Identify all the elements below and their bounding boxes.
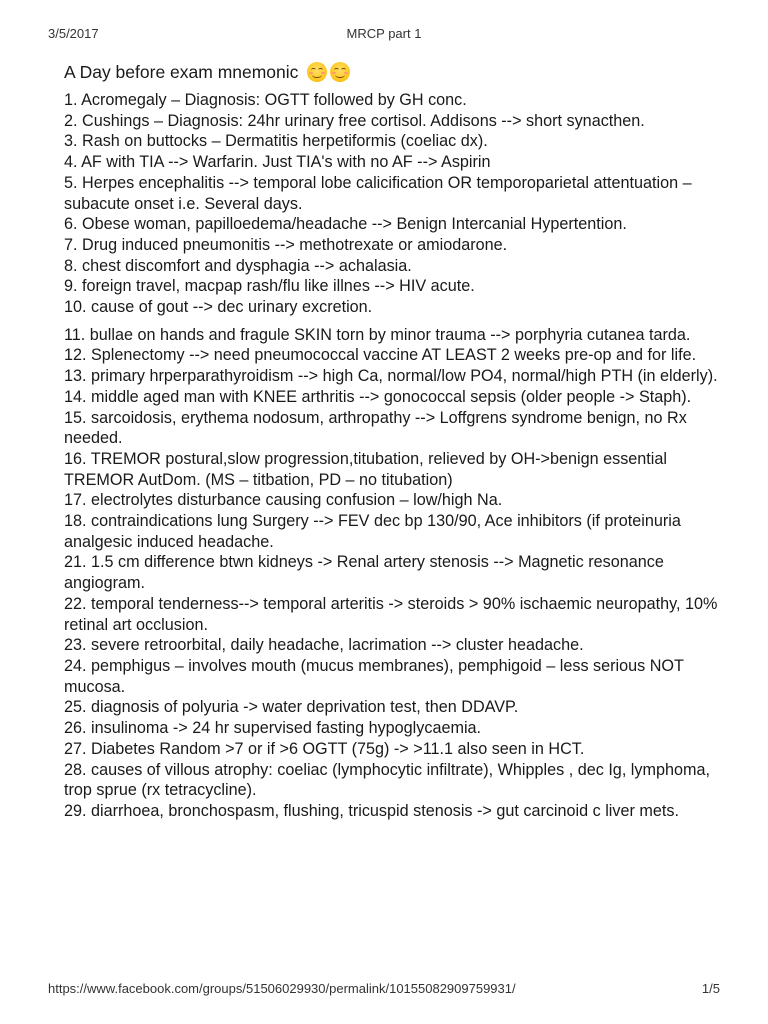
list-item: 7. Drug induced pneumonitis --> methotrexate or amiodarone. bbox=[64, 235, 508, 254]
list-item: 24. pemphigus – involves mouth (mucus membranes), pemphigoid – less serious NOT mucosa. bbox=[64, 656, 684, 696]
mnemonic-list bbox=[64, 90, 724, 822]
list-item: 21. 1.5 cm difference btwn kidneys -> Renal artery stenosis --> Magnetic resonance angiogram. bbox=[64, 553, 664, 593]
list-item: 4. AF with TIA --> Warfarin. Just TIA's with no AF --> Aspirin bbox=[64, 153, 491, 172]
list-item: 11. bullae on hands and fragule SKIN torn by minor trauma --> porphyria cutanea tarda. bbox=[64, 325, 691, 344]
list-item: 3. Rash on buttocks – Dermatitis herpetiformis (coeliac dx). bbox=[64, 132, 488, 151]
list-item: 18. contraindications lung Surgery --> FEV dec bp 130/90, Ace inhibitors (if proteinuria analgesic induced headache. bbox=[64, 512, 681, 551]
document-body bbox=[64, 60, 724, 822]
list-item: 16. TREMOR postural,slow progression,titubation, relieved by OH->benign essential TREMOR AutDom. (MS – titbation, PD – no titubation) bbox=[64, 449, 667, 489]
source-url-link[interactable]: https://www.facebook.com/groups/51506029930/permalink/10155082909759931/ bbox=[48, 981, 516, 996]
list-item: 2. Cushings – Diagnosis: 24hr urinary free cortisol. Addisons --> short synacthen. bbox=[64, 111, 645, 130]
list-item: 15. sarcoidosis, erythema nodosum, arthropathy --> Loffgrens syndrome benign, no Rx needed. bbox=[64, 408, 687, 448]
list-item: 17. electrolytes disturbance causing confusion – low/high Na. bbox=[64, 491, 503, 510]
list-item: 5. Herpes encephalitis --> temporal lobe calicification OR temporoparietal attentuation – subacute onset i.e. Several days. bbox=[64, 173, 692, 213]
page-header bbox=[0, 26, 768, 42]
list-item: 28. causes of villous atrophy: coeliac (lymphocytic infiltrate), Whipples , dec Ig, lymphoma, trop sprue (rx tetracycline). bbox=[64, 760, 710, 800]
list-item: 27. Diabetes Random >7 or if >6 OGTT (75g) -> >11.1 also seen in HCT. bbox=[64, 739, 585, 758]
list-item: 26. insulinoma -> 24 hr supervised fasting hypoglycaemia. bbox=[64, 719, 482, 738]
smiling-face-icon bbox=[307, 62, 327, 82]
page-title: MRCP part 1 bbox=[346, 26, 422, 41]
smiling-face-icon bbox=[330, 62, 350, 82]
list-item: 29. diarrhoea, bronchospasm, flushing, tricuspid stenosis -> gut carcinoid c liver mets. bbox=[64, 801, 679, 820]
heading-text: A Day before exam mnemonic bbox=[64, 62, 299, 82]
list-item: 22. temporal tenderness--> temporal arteritis -> steroids > 90% ischaemic neuropathy, 10% retinal art occlusion. bbox=[64, 594, 718, 634]
list-item: 9. foreign travel, macpap rash/flu like illnes --> HIV acute. bbox=[64, 277, 475, 296]
list-item: 13. primary hrperparathyroidism --> high Ca, normal/low PO4, normal/high PTH (in elderly). bbox=[64, 367, 718, 386]
list-item: 6. Obese woman, papilloedema/headache --> Benign Intercanial Hypertention. bbox=[64, 215, 627, 234]
list-item: 12. Splenectomy --> need pneumococcal vaccine AT LEAST 2 weeks pre-op and for life. bbox=[64, 346, 697, 365]
print-date: 3/5/2017 bbox=[48, 26, 99, 41]
list-item: 25. diagnosis of polyuria -> water deprivation test, then DDAVP. bbox=[64, 698, 519, 717]
document-heading bbox=[64, 60, 724, 84]
list-item: 10. cause of gout --> dec urinary excretion. bbox=[64, 298, 373, 317]
list-item: 8. chest discomfort and dysphagia --> achalasia. bbox=[64, 256, 412, 275]
list-item: 23. severe retroorbital, daily headache, lacrimation --> cluster headache. bbox=[64, 636, 584, 655]
list-item: 1. Acromegaly – Diagnosis: OGTT followed by GH conc. bbox=[64, 91, 467, 109]
list-item: 14. middle aged man with KNEE arthritis --> gonococcal sepsis (older people -> Staph). bbox=[64, 387, 692, 406]
page-footer bbox=[0, 981, 768, 997]
page-number: 1/5 bbox=[701, 981, 720, 996]
